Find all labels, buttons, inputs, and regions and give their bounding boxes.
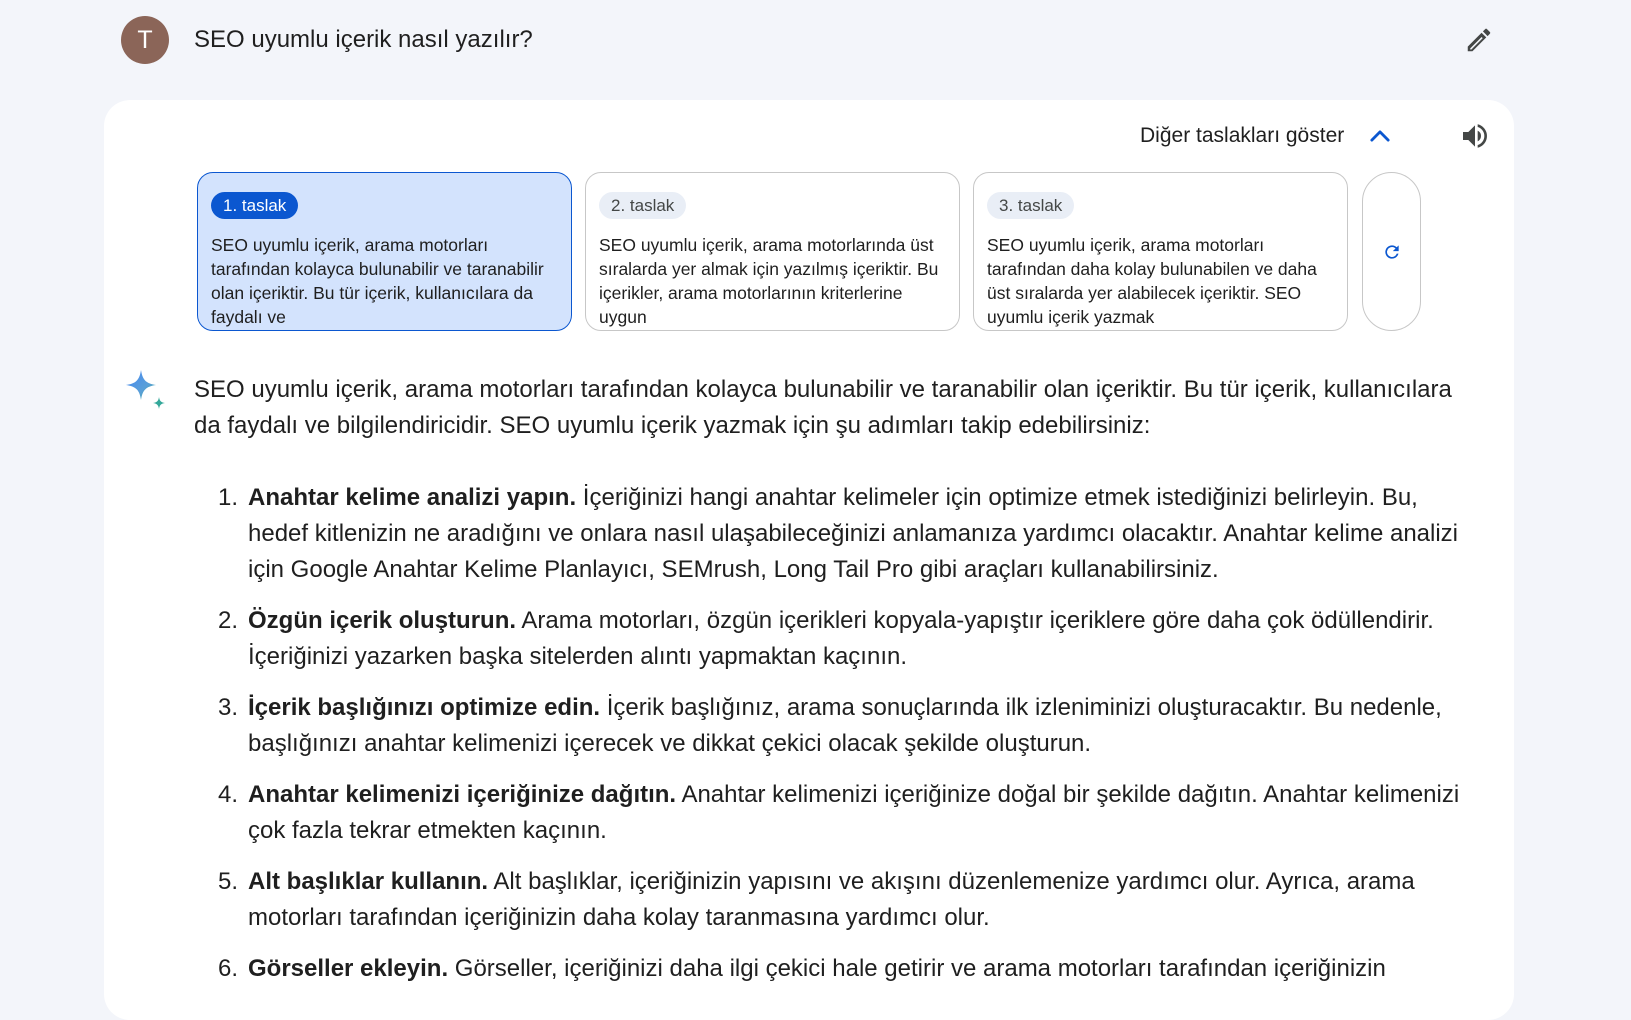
list-item-title: Özgün içerik oluşturun. — [248, 607, 517, 634]
list-item-number: 6. — [218, 955, 239, 982]
chevron-up-icon — [1366, 122, 1394, 150]
list-item-title: Anahtar kelimenizi içeriğinize dağıtın. — [248, 781, 677, 808]
draft-3-card[interactable] — [973, 172, 1348, 331]
user-query-text: SEO uyumlu içerik nasıl yazılır? — [194, 26, 533, 53]
list-item-title: Alt başlıklar kullanın. — [248, 868, 489, 895]
list-item — [194, 864, 1464, 936]
show-drafts-toggle[interactable] — [1140, 118, 1394, 154]
read-aloud-button[interactable] — [1454, 115, 1496, 157]
draft-3-badge: 3. taslak — [987, 192, 1074, 219]
user-avatar[interactable]: T — [121, 16, 169, 64]
edit-query-button[interactable] — [1459, 20, 1499, 60]
draft-2-badge: 2. taslak — [599, 192, 686, 219]
list-item — [194, 777, 1464, 849]
regenerate-drafts-button[interactable] — [1362, 172, 1421, 331]
list-item-text: Anahtar kelimenizi içeriğinize doğal bir şekilde dağıtın. Anahtar kelimenizi çok fazla tekrar etmekten kaçının. — [248, 781, 1460, 844]
pencil-icon — [1464, 25, 1494, 55]
response-intro: SEO uyumlu içerik, arama motorları tarafından kolayca bulunabilir ve taranabilir olan içeriktir. Bu tür içerik, kullanıcılara da faydalı ve bilgilendiricidir. SEO uyumlu içerik yazmak için şu adımları takip edebilirsiniz: — [194, 376, 1452, 439]
list-item — [194, 690, 1464, 762]
list-item-text: İçeriğinizi hangi anahtar kelimeler için optimize etmek istediğinizi belirleyin. Bu, hedef kitlenizin ne aradığını ve onlara nasıl ulaşabileceğinizi anlamanıza yardımcı olacaktır. Anahtar kelime analizi için Google Anahtar Kelime Planlayıcı, SEMrush, Long Tail Pro gibi araçları kullanabilirsiniz. — [248, 484, 1459, 583]
list-item-number: 5. — [218, 868, 239, 895]
list-item-number: 1. — [218, 484, 239, 511]
draft-1-card[interactable] — [197, 172, 572, 331]
list-item-text: İçerik başlığınız, arama sonuçlarında ilk izleniminizi oluşturacaktır. Bu nedenle, başlığınızı anahtar kelimenizi içerecek ve dikkat çekici olacak şekilde oluşturun. — [248, 694, 1442, 757]
list-item — [194, 603, 1464, 675]
sparkle-icon — [124, 368, 170, 414]
list-item-text: Görseller, içeriğinizi daha ilgi çekici hale getirir ve arama motorları tarafından içeriğinizin — [454, 955, 1386, 982]
list-item-title: Anahtar kelime analizi yapın. — [248, 484, 577, 511]
draft-3-preview: SEO uyumlu içerik, arama motorları tarafından daha kolay bulunabilen ve daha üst sıralarda yer alabilecek içeriktir. SEO uyumlu içerik yazmak — [987, 235, 1317, 327]
list-item-number: 3. — [218, 694, 239, 721]
draft-1-badge: 1. taslak — [211, 192, 298, 219]
list-item — [194, 480, 1464, 588]
list-item-text: Alt başlıklar, içeriğinizin yapısını ve akışını düzenlemenize yardımcı olur. Ayrıca, arama motorları tarafından içeriğinizin daha kolay taranmasına yardımcı olur. — [248, 868, 1415, 931]
draft-2-card[interactable] — [585, 172, 960, 331]
draft-2-preview: SEO uyumlu içerik, arama motorlarında üst sıralarda yer almak için yazılmış içeriktir. Bu içerikler, arama motorlarının kriterlerine uygun — [599, 235, 939, 327]
show-drafts-label: Diğer taslakları göster — [1140, 124, 1345, 147]
list-item-text: Arama motorları, özgün içerikleri kopyala-yapıştır içeriklere göre daha çok ödüllendirir. İçeriğinizi yazarken başka sitelerden alıntı yapmaktan kaçının. — [248, 607, 1434, 670]
draft-1-preview: SEO uyumlu içerik, arama motorları tarafından kolayca bulunabilir ve taranabilir olan içeriktir. Bu tür içerik, kullanıcılara da faydalı ve — [211, 235, 544, 327]
list-item-title: Görseller ekleyin. — [248, 955, 449, 982]
list-item-number: 4. — [218, 781, 239, 808]
user-query-row — [0, 0, 1631, 82]
list-item-number: 2. — [218, 607, 239, 634]
list-item-title: İçerik başlığınızı optimize edin. — [248, 694, 601, 721]
refresh-icon — [1382, 242, 1402, 262]
response-steps-list — [194, 480, 1464, 1002]
speaker-icon — [1459, 120, 1491, 152]
list-item — [194, 951, 1464, 987]
